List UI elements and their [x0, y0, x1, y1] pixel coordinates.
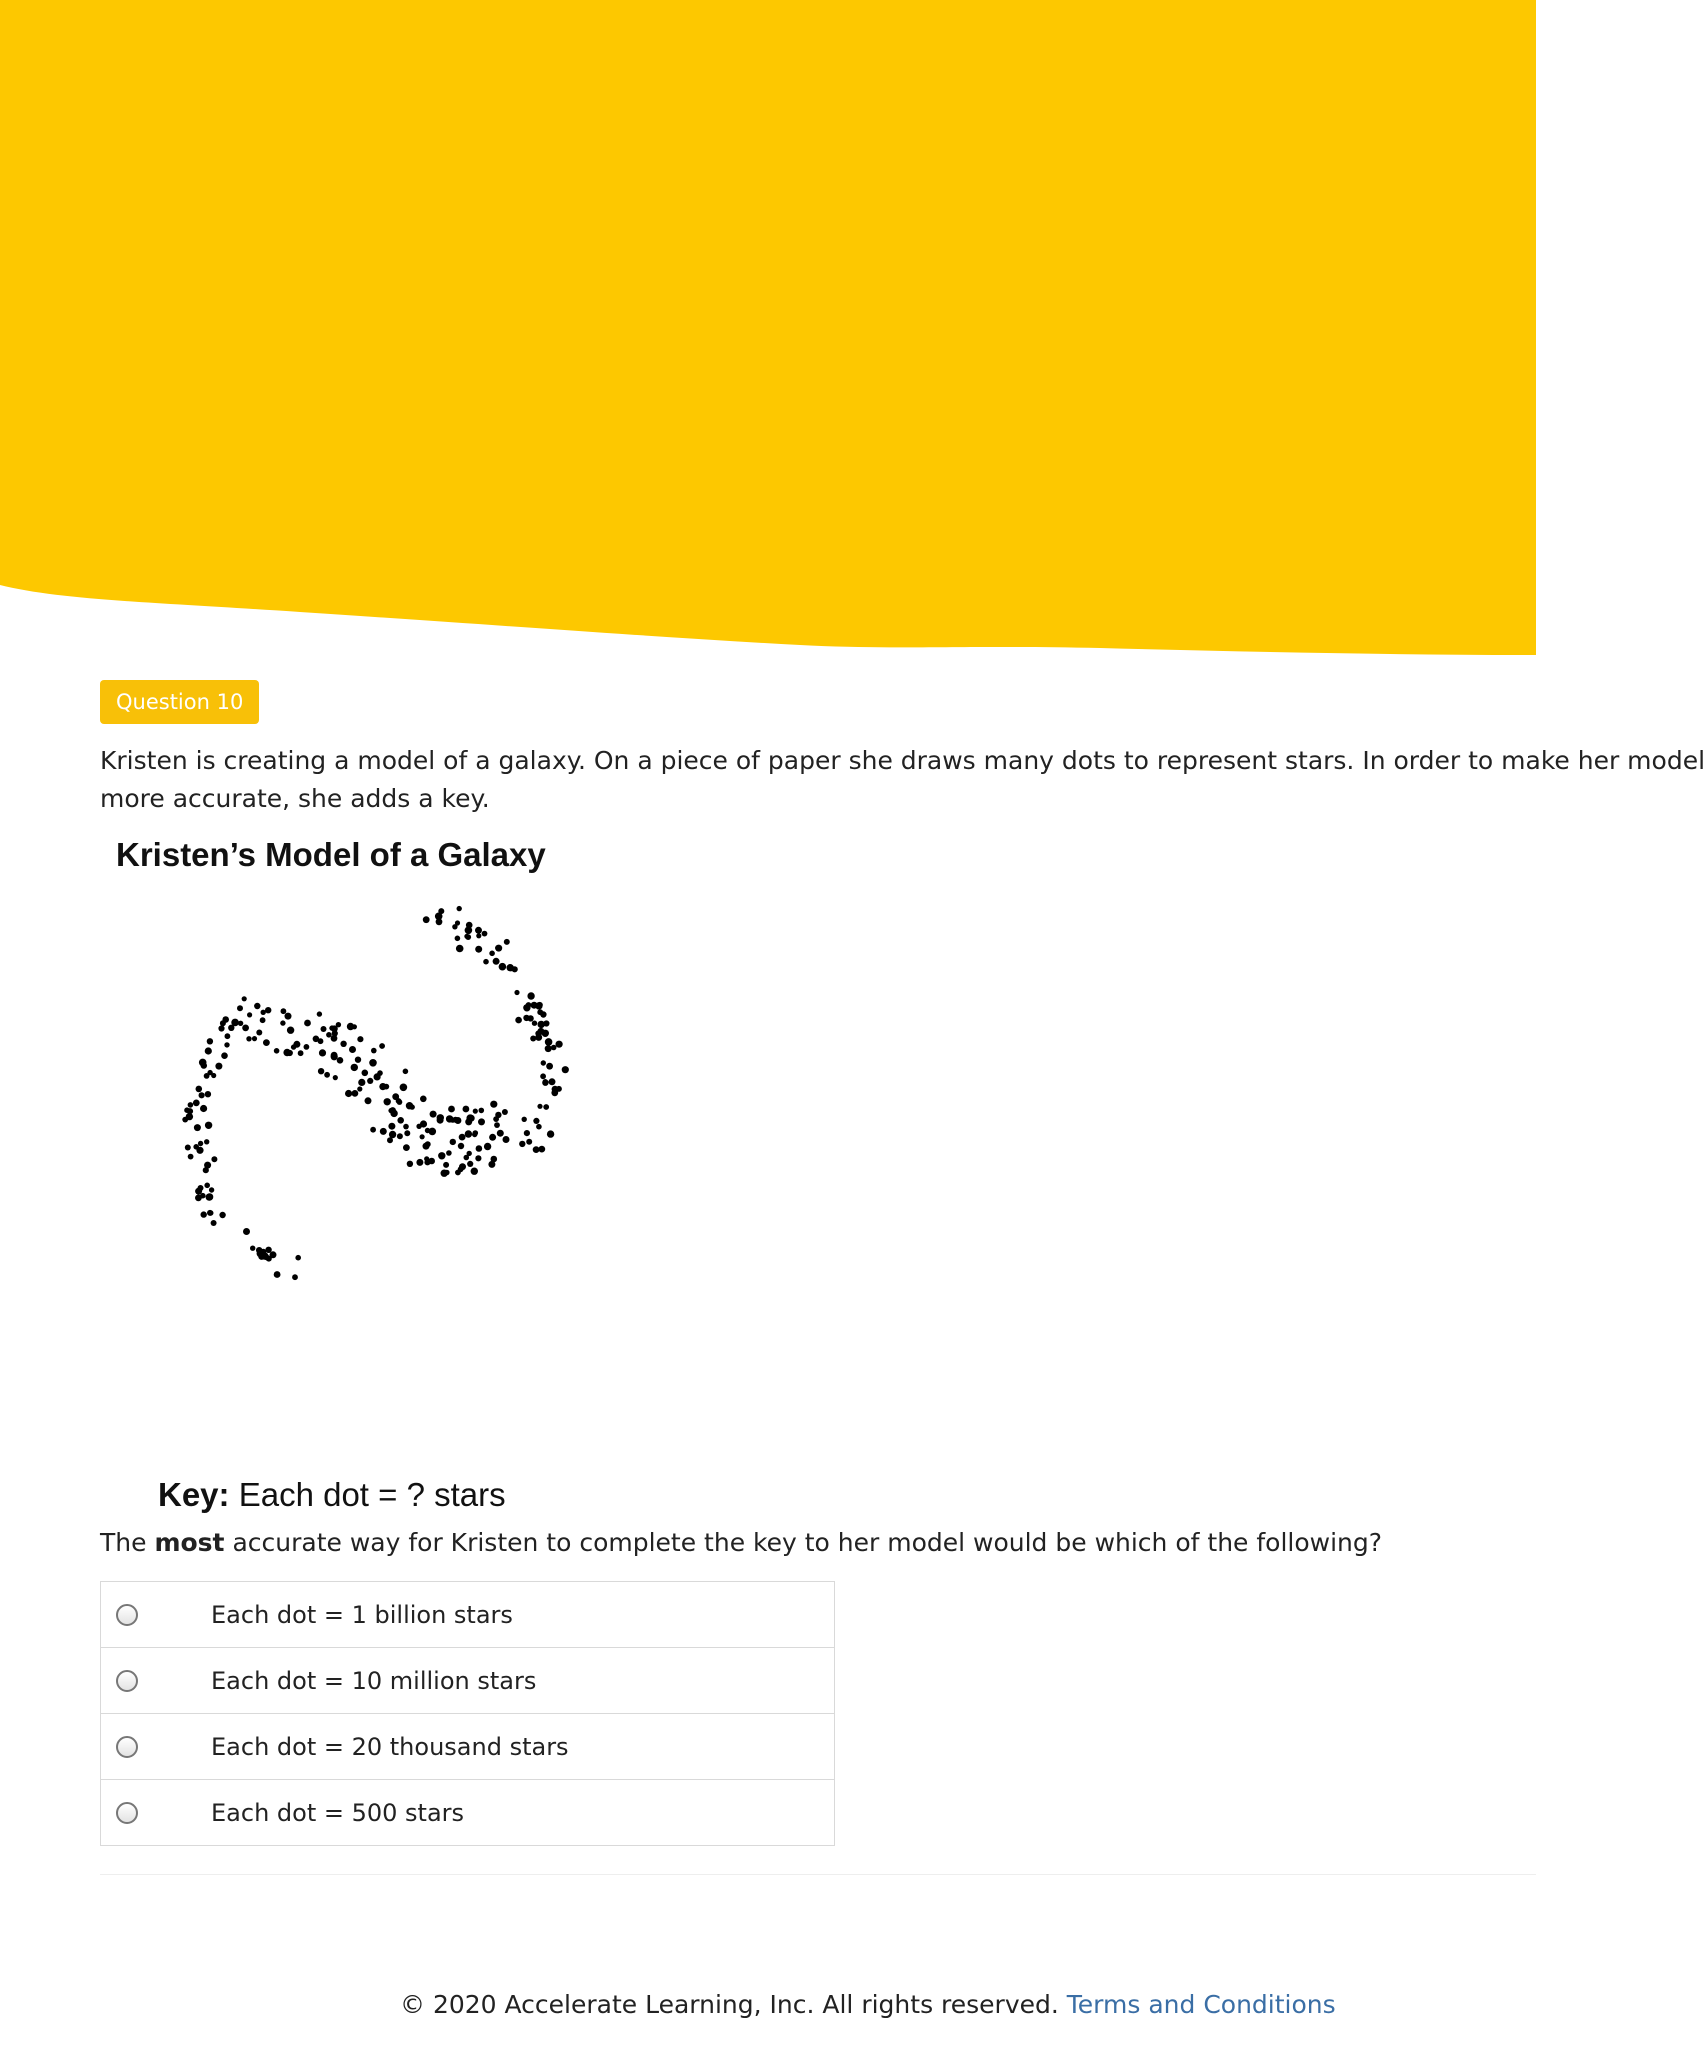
choice-label: Each dot = 500 stars [211, 1798, 465, 1827]
galaxy-figure [100, 836, 660, 1516]
answer-choice-1[interactable] [101, 1582, 834, 1648]
answer-choice-2[interactable] [101, 1648, 834, 1714]
answer-choices [100, 1581, 835, 1846]
question-text [100, 742, 1705, 818]
figure-key [158, 1476, 506, 1514]
prompt-text [100, 1528, 1536, 1557]
prompt-after: accurate way for Kristen to complete the key to her model would be which of the following? [224, 1528, 1383, 1557]
radio-button[interactable] [116, 1604, 138, 1626]
choice-label: Each dot = 1 billion stars [211, 1600, 513, 1629]
radio-button[interactable] [116, 1802, 138, 1824]
galaxy-dots-image [100, 906, 660, 1466]
divider [100, 1874, 1536, 1875]
choice-label: Each dot = 10 million stars [211, 1666, 537, 1695]
copyright-text: © 2020 Accelerate Learning, Inc. All rights reserved. [400, 1990, 1067, 2019]
figure-title: Kristen’s Model of a Galaxy [116, 836, 546, 873]
choice-label: Each dot = 20 thousand stars [211, 1732, 569, 1761]
prompt-emphasis: most [154, 1528, 225, 1557]
question-content [100, 680, 1705, 1875]
terms-link[interactable]: Terms and Conditions [1066, 1990, 1336, 2019]
question-text-line1: Kristen is creating a model of a galaxy. On a piece of paper she draws many dots to represent stars. In order to make her model [100, 746, 1705, 775]
radio-button[interactable] [116, 1736, 138, 1758]
key-text: Each dot = ? stars [229, 1476, 506, 1513]
answer-choice-4[interactable] [101, 1780, 834, 1845]
footer [0, 1990, 1536, 2019]
key-label: Key: [158, 1476, 230, 1513]
question-badge: Question 10 [100, 680, 259, 724]
question-text-line2: more accurate, she adds a key. [100, 784, 490, 813]
answer-choice-3[interactable] [101, 1714, 834, 1780]
prompt-before: The [100, 1528, 155, 1557]
radio-button[interactable] [116, 1670, 138, 1692]
header-band [0, 0, 1536, 660]
